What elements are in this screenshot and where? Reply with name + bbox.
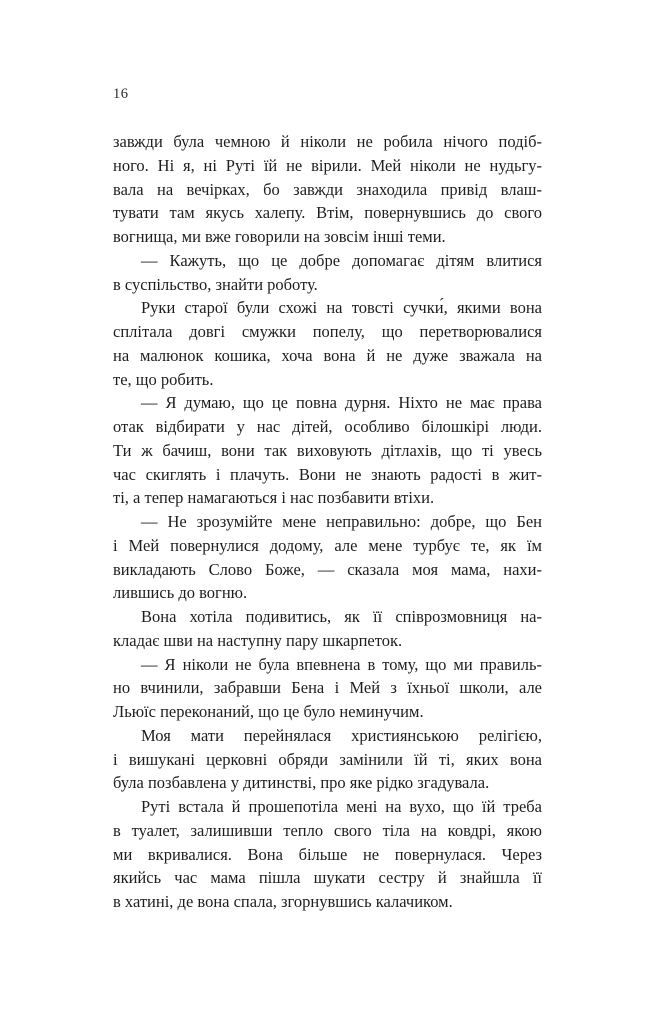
- text-line: — Кажуть, що це добре допомагає дітям влитися: [141, 250, 542, 270]
- text-line: і Мей повернулися додому, але мене турбує те, як їм: [113, 535, 542, 555]
- text-line: в хатині, де вона спала, згорнувшись калачиком.: [113, 892, 453, 911]
- text-line: Льюїс переконаний, що це було неминучим.: [113, 702, 424, 721]
- text-line: ті, а тепер намагаються і нас позбавити втіхи.: [113, 488, 435, 508]
- text-line: вала на вечірках, бо завжди знаходила привід влаш-: [113, 179, 542, 199]
- text-line: сплітала довгі смужки попелу, що перетворювалися: [113, 322, 542, 341]
- page-number: 16: [113, 86, 129, 102]
- text-line: — Я думаю, що це повна дурня. Ніхто не має права: [141, 393, 542, 413]
- text-line: Моя мати перейнялася християнською релігією,: [141, 725, 542, 745]
- text-line: якийсь час мама пішла шукати сестру й знайшла її: [113, 868, 542, 888]
- text-line: — Я ніколи не була впевнена в тому, що ми правиль-: [141, 654, 542, 674]
- text-line: викладають Слово Боже, — сказала моя мама, нахи-: [113, 559, 542, 579]
- text-line: вогнища, ми вже говорили на зовсім інші теми.: [113, 227, 446, 246]
- text-line: завжди була чемною й ніколи не робила нічого подіб-: [113, 132, 542, 151]
- text-line: тувати там якусь халепу. Втім, повернувшись до свого: [113, 203, 542, 223]
- text-line: лившись до вогню.: [113, 583, 248, 603]
- body-text: [113, 130, 542, 914]
- text-line: Ти ж бачиш, вони так виховують дітлахів, що ті увесь: [113, 440, 542, 460]
- text-line: в суспільство, знайти роботу.: [113, 274, 318, 294]
- text-line: но вчинили, забравши Бена і Мей з їхньої школи, але: [113, 678, 542, 698]
- text-line: Руки старої були схожі на товсті сучки́, якими вона: [141, 298, 542, 318]
- text-line: отак відбирати у нас дітей, особливо білошкірі люди.: [113, 417, 542, 436]
- text-line: час скиглять і плачуть. Вони не знають радості в жит-: [113, 464, 542, 484]
- text-line: в туалет, залишивши тепло свого тіла на ковдрі, якою: [113, 820, 542, 840]
- text-line: і вишукані церковні обряди замінили їй ті, яких вона: [113, 749, 542, 769]
- text-line: кладає шви на наступну пару шкарпеток.: [113, 630, 403, 650]
- text-line: те, що робить.: [113, 369, 214, 389]
- text-line: Вона хотіла подивитись, як її співрозмовниця на-: [141, 607, 542, 626]
- text-line: на малюнок кошика, хоча вона й не дуже зважала на: [113, 345, 542, 365]
- text-line: — Не зрозумійте мене неправильно: добре, що Бен: [141, 512, 542, 531]
- text-line: була позбавлена у дитинстві, про яке рідко згадувала.: [113, 773, 490, 793]
- text-line: ного. Ні я, ні Руті їй не вірили. Мей ніколи не нудьгу-: [113, 155, 542, 175]
- text-line: Руті встала й прошепотіла мені на вухо, що їй треба: [141, 797, 542, 816]
- text-line: ми вкривалися. Вона більше не повернулася. Через: [113, 844, 542, 864]
